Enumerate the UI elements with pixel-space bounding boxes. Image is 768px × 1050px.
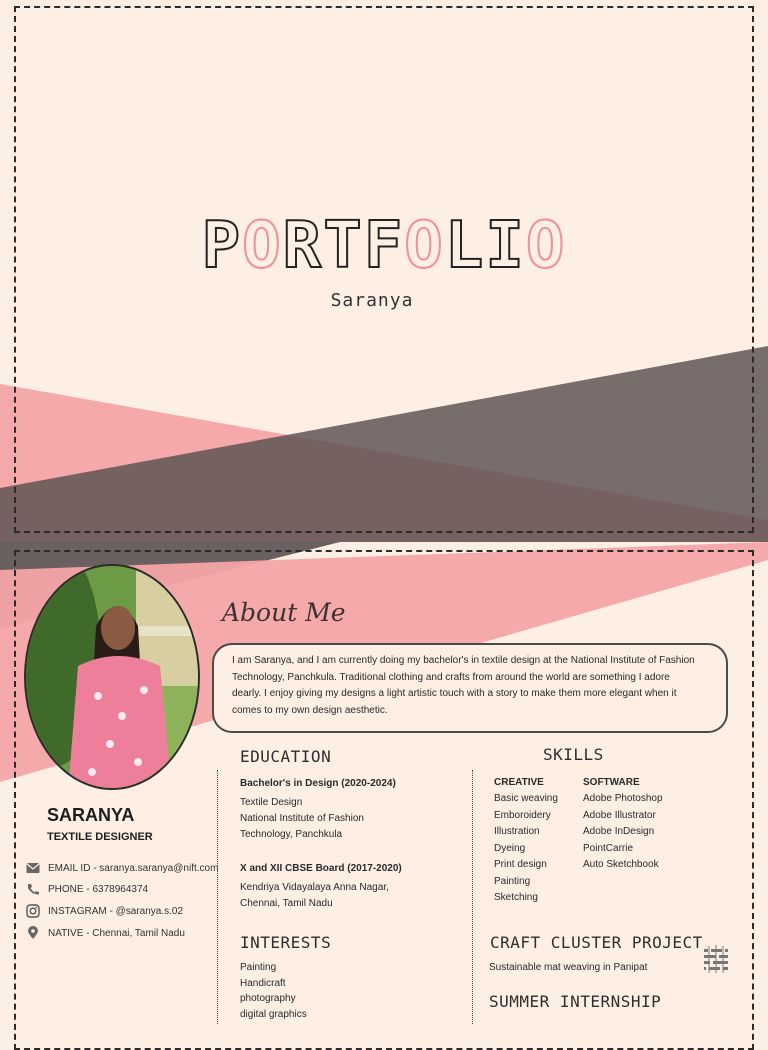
degree2-line: Kendriya Vidayalaya Anna Nagar,	[240, 882, 389, 893]
skill-item: Sketching	[494, 892, 538, 903]
skills-creative-title: CREATIVE	[494, 777, 544, 788]
skills-software-list	[583, 791, 663, 874]
skills-heading: SKILLS	[543, 745, 604, 764]
internship-heading: SUMMER INTERNSHIP	[489, 992, 662, 1011]
skills-software-title: SOFTWARE	[583, 777, 640, 788]
degree1-line: National Institute of Fashion	[240, 813, 364, 824]
profile-photo	[24, 564, 200, 790]
title-letter: T	[323, 209, 364, 283]
title-letter: L	[444, 209, 486, 283]
contact-instagram	[26, 904, 183, 918]
software-item: Adobe Illustrator	[583, 809, 656, 821]
software-item: PointCarrie	[583, 842, 634, 854]
interests-heading: INTERESTS	[240, 933, 332, 952]
interest-item: photography	[240, 993, 296, 1004]
degree1-details	[240, 795, 364, 843]
phone-icon	[26, 883, 40, 895]
contact-native-text: NATIVE - Chennai, Tamil Nadu	[48, 927, 185, 939]
interest-item: Painting	[240, 962, 277, 973]
degree2-details	[240, 880, 389, 912]
skill-item: Emboroidery	[494, 809, 551, 821]
portfolio-title	[0, 204, 768, 288]
title-letter: I	[485, 209, 526, 283]
skill-item: Illustration	[494, 826, 540, 837]
contact-email	[26, 862, 218, 874]
title-letter: R	[282, 209, 324, 283]
skills-creative-list	[494, 791, 558, 907]
contact-instagram-text: INSTAGRAM - @saranya.s.02	[48, 905, 183, 917]
degree1-line: Technology, Panchkula	[240, 829, 343, 840]
interests-list	[240, 960, 307, 1022]
profile-name: SARANYA	[47, 805, 135, 825]
software-item: Adobe InDesign	[583, 826, 655, 837]
instagram-icon	[26, 904, 40, 918]
divider-left	[217, 770, 218, 1024]
email-icon	[26, 862, 40, 874]
contact-phone-text: PHONE - 6378964374	[48, 883, 149, 895]
software-item: Adobe Photoshop	[583, 793, 663, 804]
title-letter: F	[363, 209, 405, 283]
skill-item: Dyeing	[494, 842, 526, 854]
degree1-title: Bachelor's in Design (2020-2024)	[240, 778, 396, 789]
about-line: comes to my own design aesthetic.	[232, 704, 388, 716]
skill-item: Painting	[494, 875, 531, 887]
degree2-title: X and XII CBSE Board (2017-2020)	[240, 863, 402, 874]
skill-item: Print design	[494, 859, 547, 870]
title-letter: O	[525, 209, 567, 283]
title-letter: O	[404, 209, 445, 283]
education-heading: EDUCATION	[240, 747, 332, 766]
title-letter: O	[242, 209, 283, 283]
contact-phone	[26, 883, 148, 895]
weave-pattern-icon	[700, 943, 732, 975]
software-item: Auto Sketchbook	[583, 859, 659, 870]
location-pin-icon	[26, 926, 40, 940]
craft-text: Sustainable mat weaving in Panipat	[489, 962, 648, 973]
profile-role: TEXTILE DESIGNER	[47, 831, 153, 843]
interest-item: Handicraft	[240, 977, 286, 989]
about-line: Technology, Panchkula. Traditional clothing and crafts from around the world are something I adore	[232, 671, 670, 683]
skill-item: Basic weaving	[494, 793, 558, 804]
degree1-line: Textile Design	[240, 797, 303, 808]
about-line: dearly. I enjoy giving my designs a light artistic touch with a story to make them more elegant when it	[232, 688, 677, 699]
title-letter: P	[201, 209, 243, 283]
divider-right	[472, 770, 473, 1024]
contact-native	[26, 926, 185, 940]
cover-subtitle: Saranya	[330, 290, 414, 311]
about-line: I am Saranya, and I am currently doing my bachelor's in textile design at the National Institute of Fashion	[232, 655, 695, 666]
craft-heading: CRAFT CLUSTER PROJECT	[490, 933, 703, 952]
interest-item: digital graphics	[240, 1008, 307, 1020]
contact-email-text: EMAIL ID - saranya.saranya@nift.com	[48, 862, 219, 874]
about-text-box	[212, 643, 728, 733]
degree2-line: Chennai, Tamil Nadu	[240, 898, 333, 909]
about-heading: About Me	[222, 598, 346, 627]
